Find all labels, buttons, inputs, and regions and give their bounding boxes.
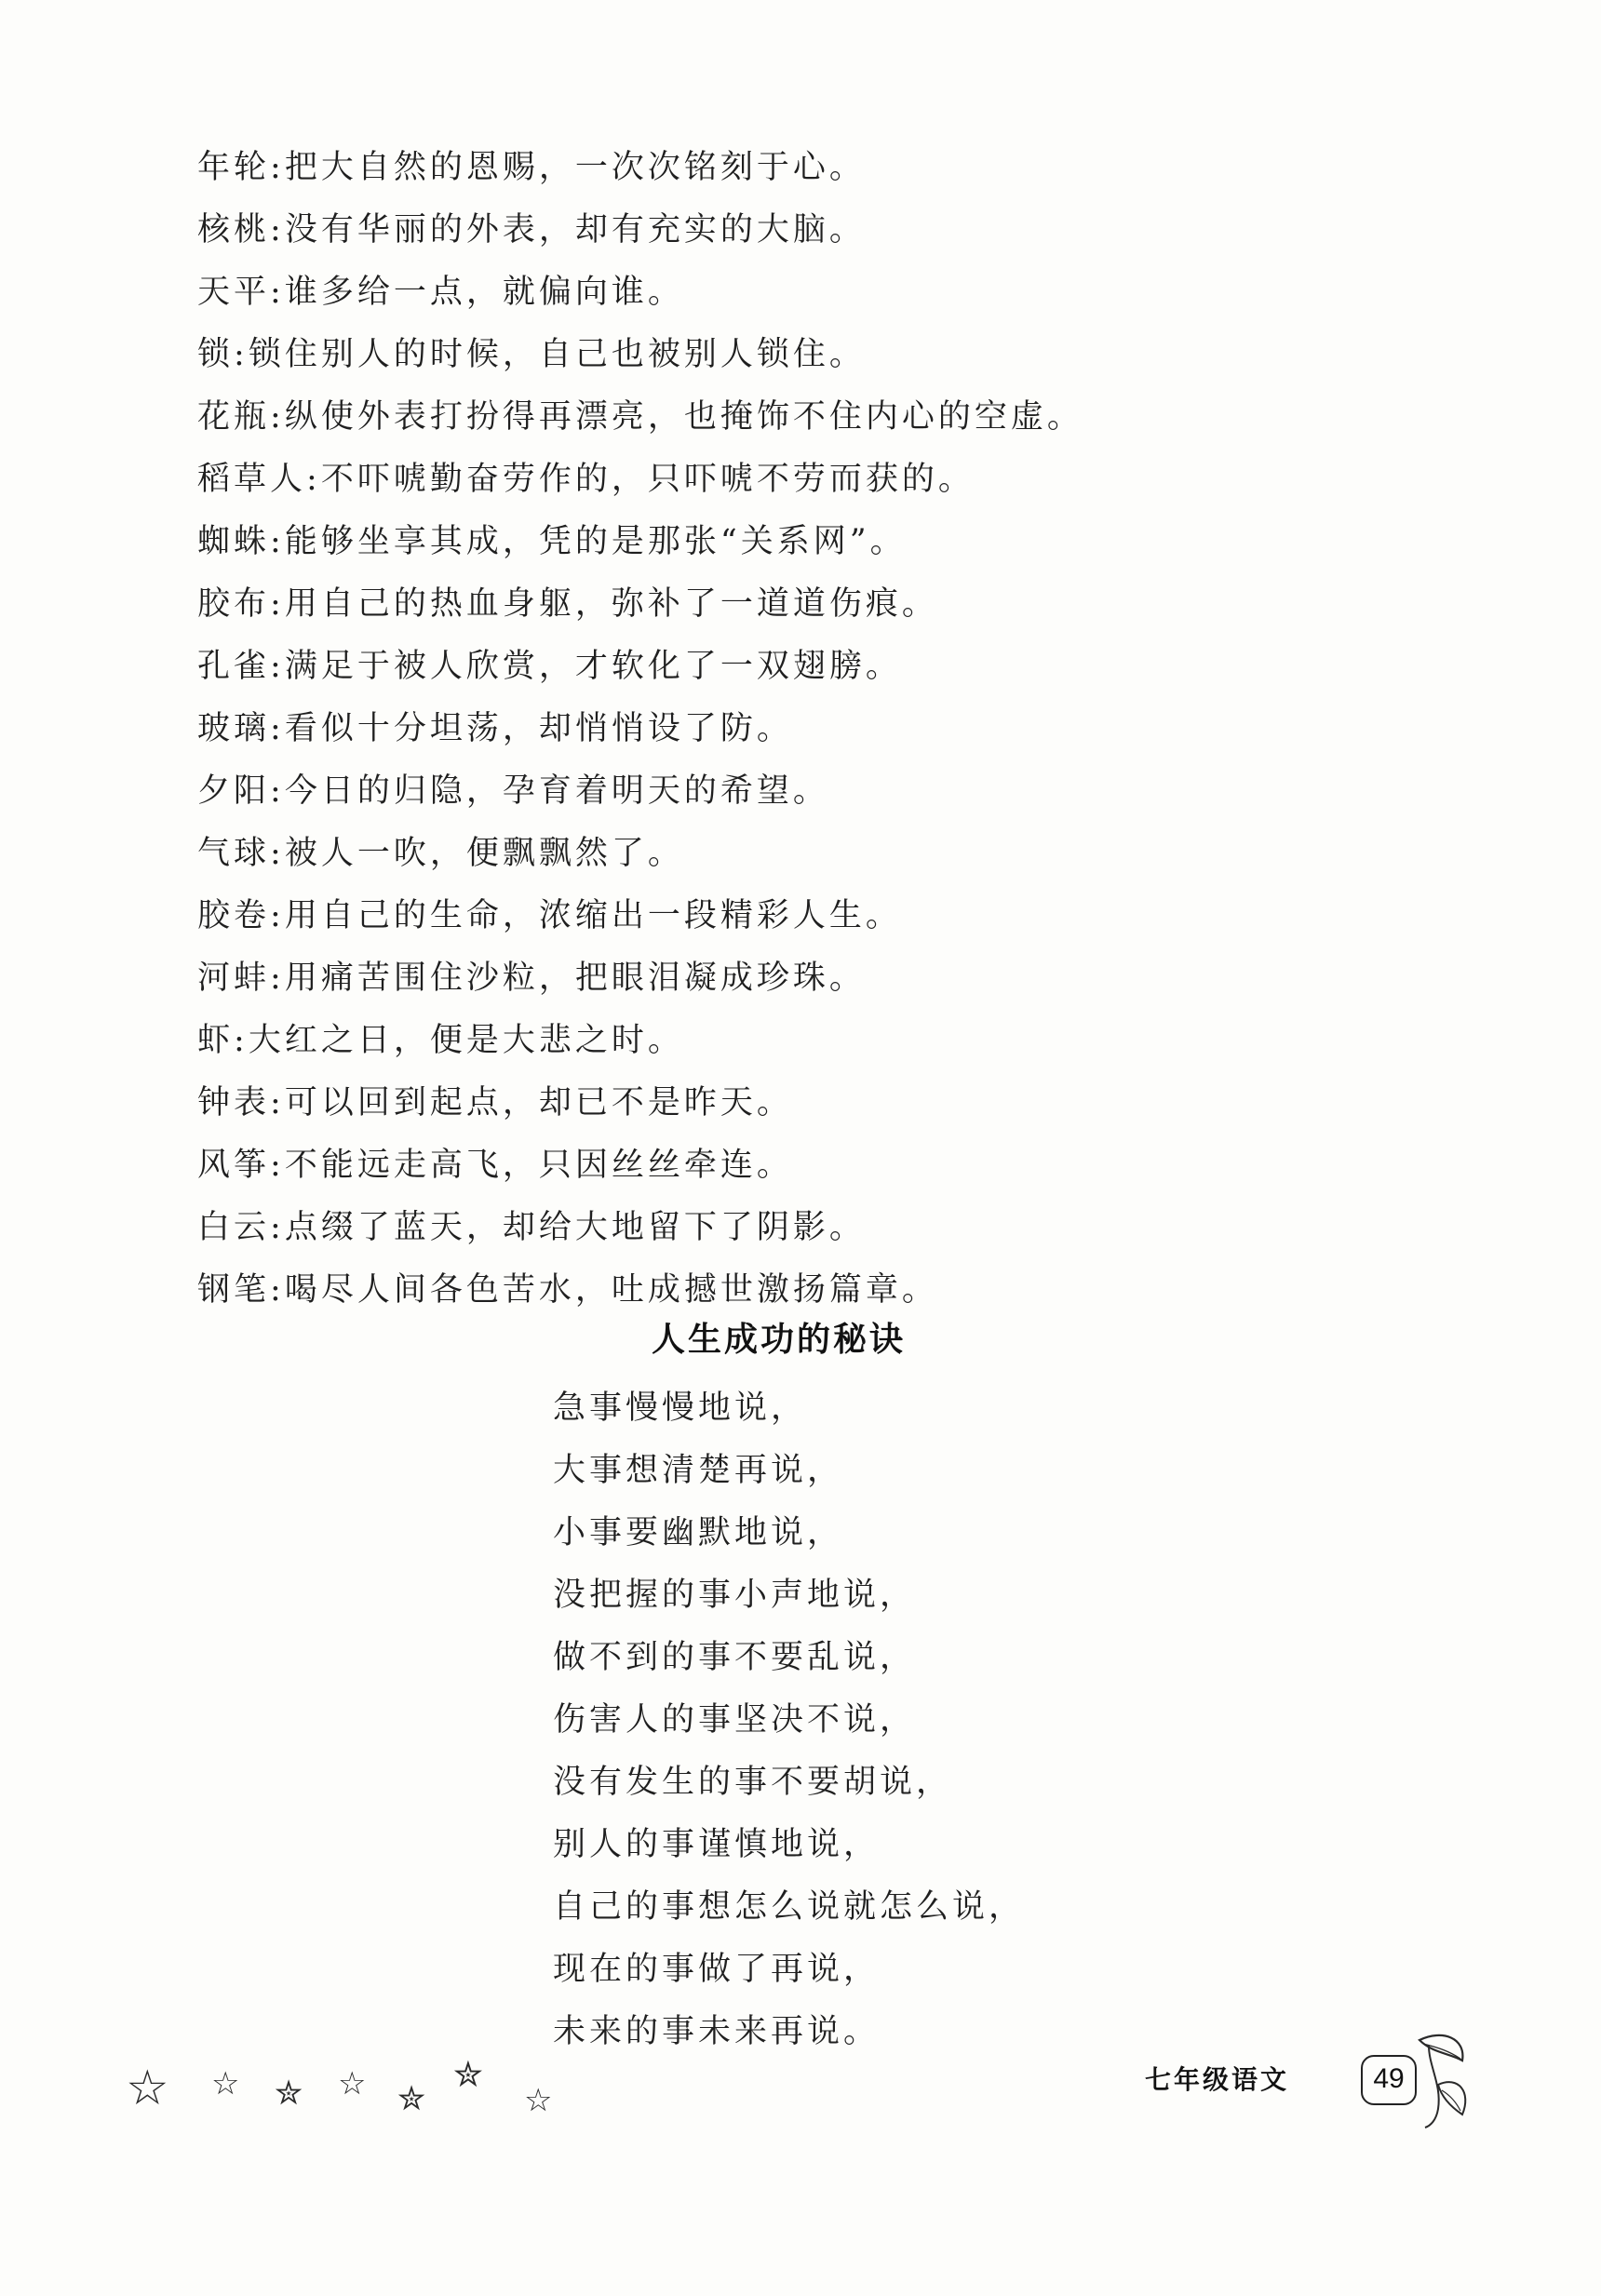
saying-text: 不能远走高飞，只因丝丝牵连。 <box>284 1147 793 1184</box>
saying-text: 用自己的生命，浓缩出一段精彩人生。 <box>284 897 902 934</box>
poem-line: 自己的事想怎么说就怎么说， <box>553 1888 1026 1926</box>
poem-lines <box>553 1377 1025 2063</box>
saying-text: 看似十分坦荡，却悄悄设了防。 <box>284 710 793 747</box>
poem-line: 没有发生的事不要胡说， <box>553 1764 953 1801</box>
saying-item <box>197 760 1083 823</box>
saying-item <box>197 511 1083 573</box>
saying-term: 虾 : <box>197 1022 249 1059</box>
footer-title: 七年级语文 <box>1145 2064 1290 2095</box>
star-outline-icon: ☆ <box>524 2082 553 2119</box>
star-decoration <box>126 2048 572 2131</box>
saying-term: 河蚌 : <box>197 960 285 997</box>
saying-term: 年轮 : <box>197 149 285 186</box>
poem-line: 伤害人的事坚决不说， <box>553 1701 917 1739</box>
saying-text: 不吓唬勤奋劳作的，只吓唬不劳而获的。 <box>320 461 975 498</box>
saying-term: 气球 : <box>197 835 285 872</box>
saying-item <box>197 449 1083 511</box>
poem-line: 没把握的事小声地说， <box>553 1577 917 1614</box>
star-outline-icon: ☆ <box>211 2065 240 2102</box>
saying-text: 被人一吹，便飘飘然了。 <box>284 835 684 872</box>
saying-text: 今日的归隐，孕育着明天的希望。 <box>284 772 829 810</box>
saying-term: 天平 : <box>197 274 285 311</box>
saying-item <box>197 1259 1083 1322</box>
saying-term: 锁 : <box>197 336 249 373</box>
saying-item <box>197 698 1083 760</box>
poem-line: 大事想清楚再说， <box>553 1452 844 1489</box>
saying-item <box>197 324 1083 386</box>
saying-text: 谁多给一点，就偏向谁。 <box>284 274 684 311</box>
star-shaded-icon: ✮ <box>397 2080 426 2118</box>
saying-text: 大红之日，便是大悲之时。 <box>248 1022 684 1059</box>
saying-item <box>197 386 1083 449</box>
star-shaded-icon: ✮ <box>453 2054 483 2095</box>
saying-item <box>197 823 1083 885</box>
saying-term: 花瓶 : <box>197 398 285 436</box>
saying-term: 钟表 : <box>197 1084 285 1121</box>
saying-term: 核桃 : <box>197 211 285 248</box>
saying-term: 稻草人 : <box>197 461 321 498</box>
saying-item <box>197 262 1083 324</box>
saying-item <box>197 1135 1083 1197</box>
star-outline-icon: ☆ <box>126 2061 169 2116</box>
saying-item <box>197 947 1083 1010</box>
saying-term: 胶布 : <box>197 585 285 623</box>
saying-text: 喝尽人间各色苦水，吐成撼世激扬篇章。 <box>284 1271 938 1309</box>
poem-line: 现在的事做了再说， <box>553 1951 881 1988</box>
saying-term: 孔雀 : <box>197 648 285 685</box>
saying-term: 蜘蛛 : <box>197 523 285 560</box>
saying-text: 锁住别人的时候，自己也被别人锁住。 <box>248 336 866 373</box>
saying-item <box>197 137 1083 199</box>
saying-term: 夕阳 : <box>197 772 285 810</box>
saying-item <box>197 573 1083 636</box>
saying-text: 可以回到起点，却已不是昨天。 <box>284 1084 793 1121</box>
saying-item <box>197 1010 1083 1072</box>
poem-line: 急事慢慢地说， <box>553 1390 808 1427</box>
saying-text: 纵使外表打扮得再漂亮，也掩饰不住内心的空虚。 <box>284 398 1083 436</box>
poem-line: 别人的事谨慎地说， <box>553 1826 881 1863</box>
saying-term: 风筝 : <box>197 1147 285 1184</box>
saying-term: 白云 : <box>197 1209 285 1246</box>
saying-text: 把大自然的恩赐，一次次铭刻于心。 <box>284 149 866 186</box>
saying-item <box>197 885 1083 947</box>
saying-text: 用自己的热血身躯，弥补了一道道伤痕。 <box>284 585 938 623</box>
poem-line: 小事要幽默地说， <box>553 1514 844 1551</box>
saying-term: 钢笔 : <box>197 1271 285 1309</box>
sayings-list <box>197 137 1083 1322</box>
star-shaded-icon: ✮ <box>275 2074 303 2113</box>
poem-title: 人生成功的秘诀 <box>652 1321 907 1359</box>
saying-text: 点缀了蓝天，却给大地留下了阴影。 <box>284 1209 866 1246</box>
star-outline-icon: ☆ <box>338 2065 367 2102</box>
saying-item <box>197 1072 1083 1135</box>
saying-term: 胶卷 : <box>197 897 285 934</box>
poem-line: 未来的事未来再说。 <box>553 2013 881 2050</box>
saying-item <box>197 636 1083 698</box>
saying-text: 满足于被人欣赏，才软化了一双翅膀。 <box>284 648 902 685</box>
saying-text: 用痛苦围住沙粒，把眼泪凝成珍珠。 <box>284 960 866 997</box>
saying-term: 玻璃 : <box>197 710 285 747</box>
saying-item <box>197 199 1083 262</box>
saying-text: 能够坐享其成，凭的是那张“关系网”。 <box>284 523 907 560</box>
saying-item <box>197 1197 1083 1259</box>
poem-line: 做不到的事不要乱说， <box>553 1639 917 1676</box>
page-number: 49 <box>1361 2055 1417 2105</box>
saying-text: 没有华丽的外表，却有充实的大脑。 <box>284 211 866 248</box>
